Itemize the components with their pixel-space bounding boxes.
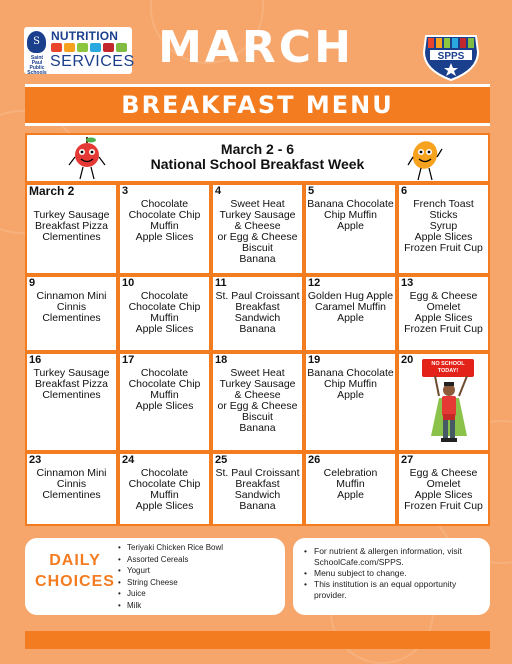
list-item: • For nutrient & allergen information, visit SchoolCafe.com/SPPS.: [301, 546, 486, 568]
list-item: • Menu subject to change.: [301, 568, 486, 579]
superhero-holding-sign-icon: [427, 376, 471, 448]
day-cell: [213, 277, 302, 350]
menu-item: Apple Slices: [135, 231, 194, 243]
menu-item: Sandwich: [234, 312, 281, 324]
menu-item: Caramel Muffin: [315, 301, 386, 313]
menu-item: Frozen Fruit Cup: [404, 323, 483, 335]
list-item: • Juice: [117, 588, 223, 600]
list-item: • String Cheese: [117, 577, 223, 589]
day-cell: [27, 354, 116, 450]
menu-item: Breakfast Pizza: [35, 378, 108, 390]
page-header: [0, 0, 512, 80]
day-number: 26: [308, 454, 321, 466]
day-cell: [306, 185, 395, 273]
day-number: 25: [215, 454, 228, 466]
menu-item: Clementines: [42, 489, 101, 501]
menu-item: Cinnis: [56, 301, 87, 313]
menu-item: Sweet Heat: [230, 198, 285, 210]
menu-item: Chocolate: [140, 467, 189, 479]
menu-item: St. Paul Croissant: [215, 290, 300, 302]
day-number: 12: [308, 277, 321, 289]
day-number: 9: [29, 277, 36, 289]
menu-item: Apple Slices: [414, 489, 473, 501]
day-cell: [399, 277, 488, 350]
day-number: 4: [215, 185, 222, 197]
daily-choices-box: [25, 538, 285, 615]
menu-item: Banana: [239, 500, 276, 512]
menu-item: Muffin: [150, 489, 179, 501]
day-number: 24: [122, 454, 135, 466]
day-cell: [27, 277, 116, 350]
menu-item: Apple Slices: [135, 500, 194, 512]
menu-item: Frozen Fruit Cup: [404, 500, 483, 512]
list-item: • Assorted Cereals: [117, 554, 223, 566]
menu-item: Frozen Fruit Cup: [404, 242, 483, 254]
daily-title-line1: DAILY: [49, 552, 101, 569]
day-cell: [27, 454, 116, 524]
menu-item: Apple: [337, 220, 364, 232]
menu-item: Chocolate Chip: [128, 301, 201, 313]
info-box: [293, 538, 490, 615]
logo-nutrition-text: NUTRITION: [51, 29, 119, 43]
menu-item: Celebration: [323, 467, 378, 479]
day-cell: [213, 454, 302, 524]
daily-choices-list: [117, 542, 223, 611]
menu-item: Sandwich: [234, 489, 281, 501]
orange-mascot-icon: [405, 137, 445, 183]
menu-item: Chocolate Chip: [128, 209, 201, 221]
menu-item: Banana: [239, 253, 276, 265]
menu-item: Biscuit: [242, 411, 273, 423]
day-cell: [399, 454, 488, 524]
menu-item: Breakfast: [235, 301, 280, 313]
spps-shield-logo: [418, 30, 484, 82]
menu-item: Omelet: [426, 478, 461, 490]
menu-item: Sticks: [429, 209, 458, 221]
menu-item: Cinnis: [56, 478, 87, 490]
menu-item: Chip Muffin: [324, 378, 377, 390]
menu-item: Breakfast Pizza: [35, 220, 108, 232]
day-cell: [306, 454, 395, 524]
day-number: 5: [308, 185, 315, 197]
spps-emblem-icon: S: [27, 31, 46, 53]
day-number: 11: [215, 277, 227, 289]
page-title: MARCH: [158, 22, 354, 73]
menu-item: Cinnamon Mini: [36, 290, 107, 302]
footer-bar: [25, 631, 490, 649]
day-number: 3: [122, 185, 129, 197]
menu-item: Chocolate Chip: [128, 378, 201, 390]
week-dates: March 2 - 6: [220, 141, 295, 157]
day-cell: [399, 185, 488, 273]
menu-item: Biscuit: [242, 242, 273, 254]
menu-item: Banana: [239, 323, 276, 335]
menu-item: Apple Slices: [135, 323, 194, 335]
menu-item: Cinnamon Mini: [36, 467, 107, 479]
spps-logo-text: SPPS: [437, 51, 465, 62]
menu-item: & Cheese: [234, 389, 281, 401]
menu-item: or Egg & Cheese: [217, 231, 298, 243]
menu-item: Banana: [239, 422, 276, 434]
day-number: 16: [29, 354, 42, 366]
info-list: [301, 546, 486, 601]
week-banner: [27, 135, 488, 181]
menu-item: Apple: [337, 312, 364, 324]
menu-item: Turkey Sausage: [219, 209, 296, 221]
menu-item: or Egg & Cheese: [217, 400, 298, 412]
menu-item: Egg & Cheese: [409, 467, 478, 479]
menu-item: & Cheese: [234, 220, 281, 232]
menu-item: Sweet Heat: [230, 367, 285, 379]
day-number: 27: [401, 454, 414, 466]
day-number: 6: [401, 185, 408, 197]
menu-title: BREAKFAST MENU: [121, 91, 394, 119]
menu-item: Muffin: [150, 220, 179, 232]
list-item: • Milk: [117, 600, 223, 612]
day-cell: [213, 185, 302, 273]
day-cell: [120, 454, 209, 524]
day-number: 19: [308, 354, 321, 366]
menu-item: Chocolate: [140, 198, 189, 210]
menu-item: Clementines: [42, 231, 101, 243]
day-cell: [306, 354, 395, 450]
day-number: 20: [401, 354, 414, 366]
menu-item: Syrup: [429, 220, 458, 232]
menu-item: St. Paul Croissant: [215, 467, 300, 479]
menu-item: Clementines: [42, 389, 101, 401]
menu-item: Turkey Sausage: [33, 367, 110, 379]
day-number: 23: [29, 454, 42, 466]
day-number: 10: [122, 277, 135, 289]
menu-item: Chip Muffin: [324, 209, 377, 221]
menu-item: Chocolate Chip: [128, 478, 201, 490]
menu-item: French Toast: [413, 198, 474, 210]
daily-choices-title: [35, 550, 115, 592]
menu-item: Apple Slices: [135, 400, 194, 412]
menu-item: Chocolate: [140, 290, 189, 302]
menu-item: Turkey Sausage: [33, 209, 110, 221]
day-cell-no-school: [399, 354, 488, 450]
day-number: 18: [215, 354, 228, 366]
logo-services-text: SERVICES: [50, 53, 135, 70]
week-event: National School Breakfast Week: [150, 156, 365, 172]
logo-subtext: Saint Paul Public Schools: [27, 55, 47, 76]
menu-item: Chocolate: [140, 367, 189, 379]
day-number: 13: [401, 277, 414, 289]
daily-title-line2: CHOICES: [35, 573, 115, 590]
menu-item: Clementines: [42, 312, 101, 324]
menu-item: Apple: [337, 389, 364, 401]
list-item: • Teriyaki Chicken Rice Bowl: [117, 542, 223, 554]
day-number: March 2: [29, 184, 75, 198]
menu-item: Muffin: [336, 478, 365, 490]
list-item: • Yogurt: [117, 565, 223, 577]
menu-title-bar: [25, 84, 490, 126]
day-cell: [120, 185, 209, 273]
no-school-sign: NO SCHOOL TODAY!: [422, 359, 474, 377]
day-cell: [120, 277, 209, 350]
day-cell: [27, 185, 116, 273]
menu-item: Banana Chocolate: [307, 367, 394, 379]
menu-item: Turkey Sausage: [219, 378, 296, 390]
menu-item: Muffin: [150, 312, 179, 324]
menu-item: Muffin: [150, 389, 179, 401]
menu-item: Banana Chocolate: [307, 198, 394, 210]
list-item: • This institution is an equal opportunity provider.: [301, 579, 486, 601]
menu-item: Apple: [337, 489, 364, 501]
menu-item: Apple Slices: [414, 231, 473, 243]
apple-mascot-icon: [67, 135, 107, 183]
menu-item: Apple Slices: [414, 312, 473, 324]
menu-item: Omelet: [426, 301, 461, 313]
day-cell: [306, 277, 395, 350]
day-number: 17: [122, 354, 135, 366]
menu-item: Golden Hug Apple: [307, 290, 394, 302]
day-cell: [120, 354, 209, 450]
menu-item: Egg & Cheese: [409, 290, 478, 302]
menu-item: Breakfast: [235, 478, 280, 490]
day-cell: [213, 354, 302, 450]
breakfast-calendar: [25, 133, 490, 526]
